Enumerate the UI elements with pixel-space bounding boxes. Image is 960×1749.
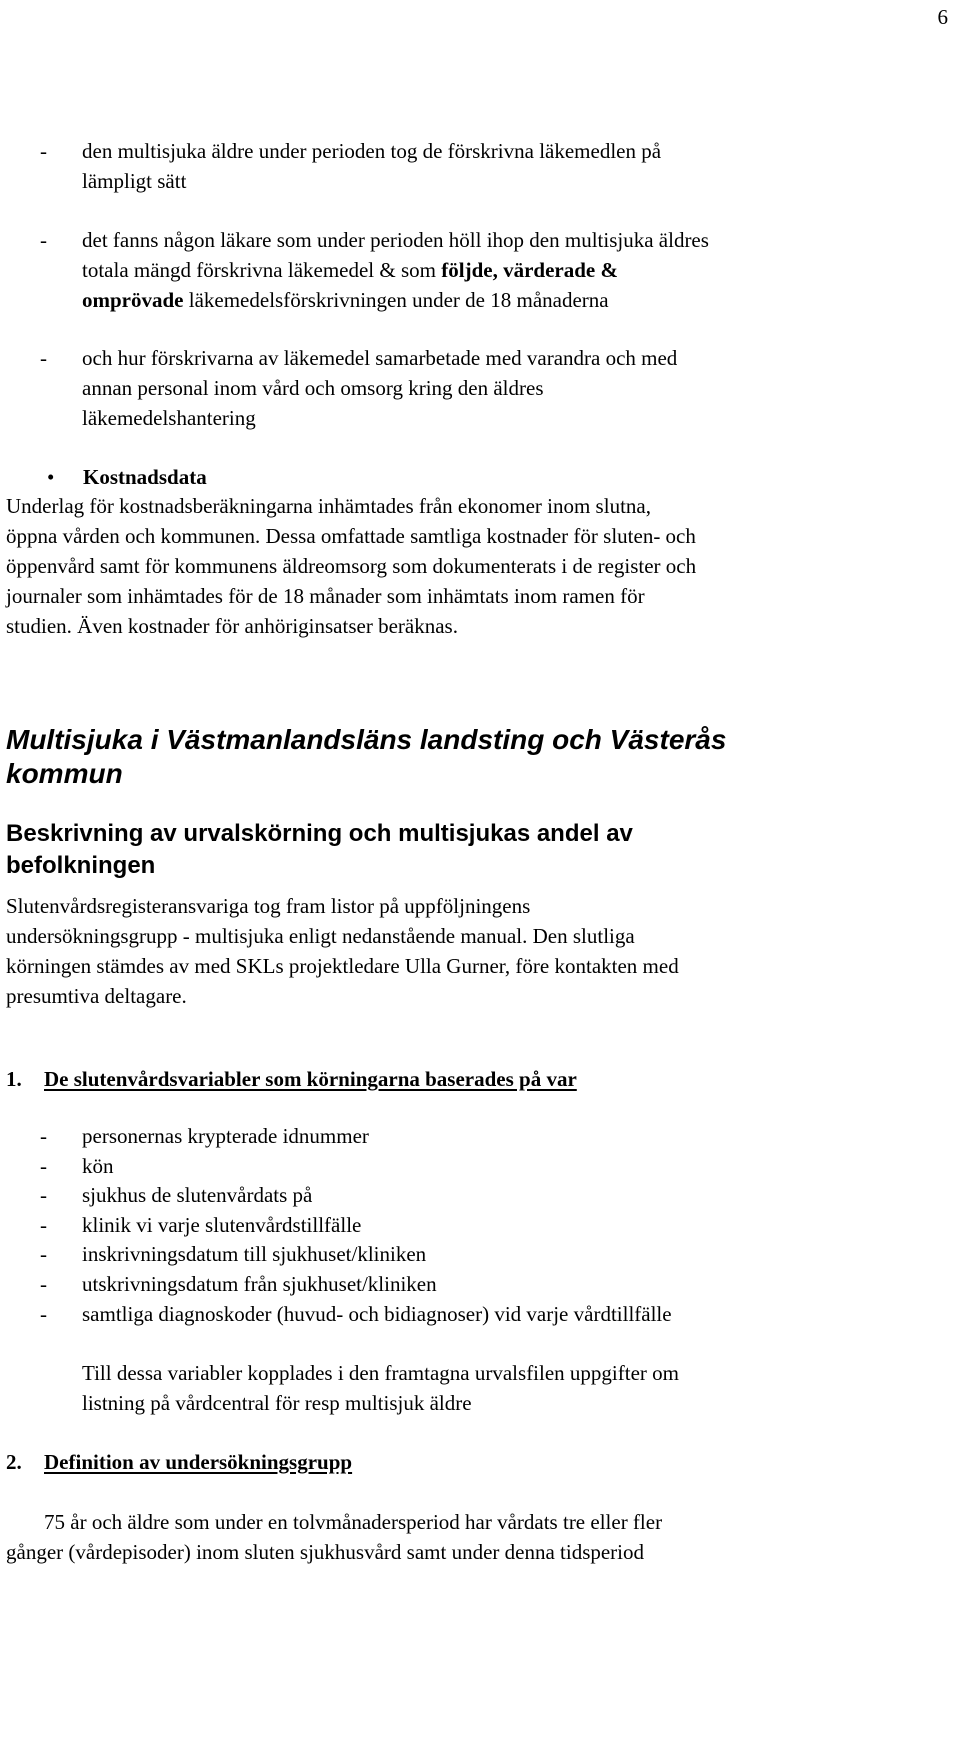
heading-number: 1. — [6, 1067, 22, 1091]
paragraph-line: journaler som inhämtades för de 18 månader som inhämtats inom ramen för — [6, 584, 645, 608]
list-dash: - — [40, 1302, 47, 1326]
list-item: klinik vi varje slutenvårdstillfälle — [82, 1213, 362, 1237]
list-item: inskrivningsdatum till sjukhuset/kliniken — [82, 1242, 427, 1266]
paragraph-line: körningen stämdes av med SKLs projektledare Ulla Gurner, före kontakten med — [6, 954, 679, 978]
list-dash: - — [40, 346, 47, 370]
list-dash: - — [40, 228, 47, 252]
kostnadsdata-heading: Kostnadsdata — [83, 465, 207, 489]
list-item-line — [82, 255, 618, 285]
subsection-title-line: befolkningen — [6, 852, 156, 879]
paragraph-line: Slutenvårdsregisteransvariga tog fram listor på uppföljningens — [6, 894, 531, 918]
list-item: samtliga diagnoskoder (huvud- och bidiagnoser) vid varje vårdtillfälle — [82, 1302, 672, 1326]
heading-text: Definition av undersökningsgrupp — [44, 1450, 353, 1474]
paragraph-line: studien. Även kostnader för anhöriginsatser beräknas. — [6, 614, 458, 638]
paragraph-line: 75 år och äldre som under en tolvmånadersperiod har vårdats tre eller fler — [44, 1510, 663, 1534]
heading-number: 2. — [6, 1450, 22, 1474]
list-item-line: annan personal inom vård och omsorg kring den äldres — [82, 376, 544, 400]
list-item: utskrivningsdatum från sjukhuset/kliniken — [82, 1272, 437, 1296]
paragraph-line: Till dessa variabler kopplades i den framtagna urvalsfilen uppgifter om — [82, 1361, 679, 1385]
section-title-line: Multisjuka i Västmanlandsläns landsting och Västerås — [6, 724, 727, 755]
list-dash: - — [40, 1124, 47, 1148]
list-dash: - — [40, 1183, 47, 1207]
list-dash: - — [40, 1242, 47, 1266]
list-item-bold-text: omprövade — [82, 288, 184, 312]
list-item: kön — [82, 1154, 114, 1178]
page-number: 6 — [937, 5, 948, 29]
subsection-title-line: Beskrivning av urvalskörning och multisjukas andel av — [6, 820, 633, 847]
list-item-line: läkemedelshantering — [82, 406, 256, 430]
list-dash: - — [40, 1213, 47, 1237]
paragraph-line: undersökningsgrupp - multisjuka enligt nedanstående manual. Den slutliga — [6, 924, 635, 948]
list-item-bold-text: följde, värderade & — [441, 258, 618, 282]
list-item-line: och hur förskrivarna av läkemedel samarbetade med varandra och med — [82, 346, 678, 370]
list-dash: - — [40, 139, 47, 163]
list-item: sjukhus de slutenvårdats på — [82, 1183, 313, 1207]
list-dash: - — [40, 1272, 47, 1296]
bullet: • — [47, 465, 55, 489]
list-item-line: den multisjuka äldre under perioden tog de förskrivna läkemedlen på — [82, 139, 662, 163]
list-item-line: det fanns någon läkare som under perioden höll ihop den multisjuka äldres — [82, 228, 709, 252]
paragraph-line: öppna vården och kommunen. Dessa omfattade samtliga kostnader för sluten- och — [6, 524, 696, 548]
list-dash: - — [40, 1154, 47, 1178]
paragraph-line: Underlag för kostnadsberäkningarna inhämtades från ekonomer inom slutna, — [6, 494, 651, 518]
list-item-line: lämpligt sätt — [82, 169, 187, 193]
paragraph-line: presumtiva deltagare. — [6, 984, 187, 1008]
heading-text: De slutenvårdsvariabler som körningarna baserades på var — [44, 1067, 577, 1091]
list-item-line — [82, 285, 609, 315]
list-item-text: totala mängd förskrivna läkemedel & som — [82, 258, 442, 282]
paragraph-line: listning på vårdcentral för resp multisjuk äldre — [82, 1391, 472, 1415]
list-item-text: läkemedelsförskrivningen under de 18 månaderna — [183, 288, 609, 312]
paragraph-line: gånger (vårdepisoder) inom sluten sjukhusvård samt under denna tidsperiod — [6, 1540, 645, 1564]
list-item: personernas krypterade idnummer — [82, 1124, 369, 1148]
paragraph-line: öppenvård samt för kommunens äldreomsorg som dokumenterats i de register och — [6, 554, 697, 578]
section-title-line: kommun — [6, 758, 123, 789]
